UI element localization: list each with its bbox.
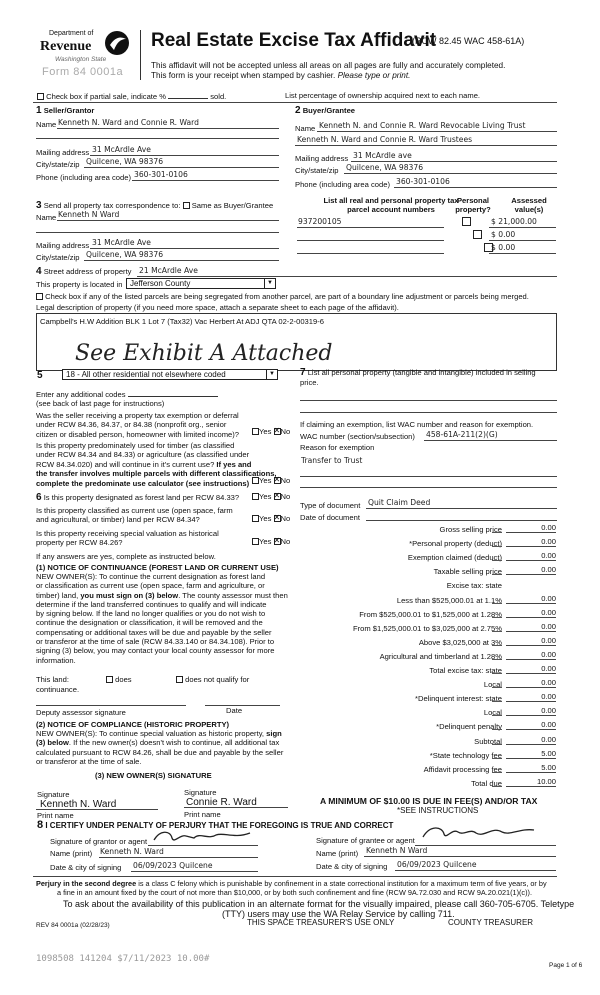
tax-row-value[interactable]: 0.00 <box>506 608 556 618</box>
historic-yes-checkbox[interactable] <box>252 538 259 545</box>
accessibility-notice: To ask about the availability of this publication in an alternate format for the visually impaired, please call 360-705-6705. Teletype <box>63 899 575 909</box>
q-current-use: Is this property classified as current use (open space, farm and agricultural, or timber) land per RCW 84.34? <box>36 506 233 525</box>
svg-text:See Exhibit A Attached: See Exhibit A Attached <box>75 341 333 366</box>
current-use-no-checkbox[interactable] <box>274 515 281 522</box>
seller-phone-field[interactable]: 360-301-0106 <box>134 170 188 179</box>
seller-heading: 1 Seller/Grantor <box>36 105 95 116</box>
tax-row-value[interactable]: 5.00 <box>506 763 556 773</box>
notice-compliance-title: (2) NOTICE OF COMPLIANCE (HISTORIC PROPERTY) <box>36 720 230 729</box>
timber-yes-checkbox[interactable] <box>252 477 259 484</box>
parcel-value-2[interactable]: $ 0.00 <box>491 230 516 239</box>
new-owner-1-name[interactable]: Kenneth N. Ward <box>40 799 117 810</box>
minimum-fee-note: A MINIMUM OF $10.00 IS DUE IN FEE(S) AND/OR TAX <box>320 796 538 806</box>
personal-property-checkbox-1[interactable] <box>462 217 471 226</box>
tax-row-label: Local <box>483 708 502 717</box>
buyer-phone-field[interactable]: 360-301-0106 <box>396 177 450 186</box>
q-timber: Is this property predominately used for timber (as classified under RCW 84.34 and 84.33) or agriculture (as classified under RCW 84.34.020) and will continue in it's current use? If yes and the transfer involves multiple parcels with different classifications, complete the predominate use calculator (see instructions) <box>36 441 277 488</box>
county-select[interactable]: Jefferson County ▼ <box>126 278 276 289</box>
q-current-use-answer: Yes ✕ No <box>252 514 290 523</box>
tax-row-value[interactable]: 0.00 <box>506 636 556 646</box>
parcel-value-3[interactable]: $ 0.00 <box>491 243 516 252</box>
legal-description-text: Campbell's H.W Addition BLK 1 Lot 7 (Tax32) Vac Herbert At ADJ QTA 02-2-00319-6 <box>40 317 324 326</box>
treasurer-use-label: THIS SPACE TREASURER'S USE ONLY <box>247 918 395 927</box>
wac-number-field[interactable]: 458-61A-211(2)(G) <box>426 430 498 439</box>
sec3-mailing-field[interactable]: 31 McArdle Ave <box>92 238 151 247</box>
new-owner-signature-title: (3) NEW OWNER(S) SIGNATURE <box>95 771 212 780</box>
seller-name-field[interactable]: Kenneth N. Ward and Connie R. Ward <box>58 118 199 127</box>
additional-codes-field[interactable] <box>128 396 218 397</box>
does-qualify-checkbox[interactable] <box>106 676 113 683</box>
form-title: Real Estate Excise Tax Affidavit <box>151 30 437 51</box>
grantor-date-city[interactable]: 06/09/2023 Quilcene <box>133 861 213 870</box>
tax-row-label: Subtotal <box>474 737 502 746</box>
property-address-field[interactable]: 21 McArdle Ave <box>139 266 198 275</box>
forest-no-checkbox[interactable] <box>274 493 281 500</box>
buyer-city-field[interactable]: Quilcene, WA 98376 <box>346 163 424 172</box>
tax-row-value[interactable]: 0.00 <box>506 706 556 716</box>
tax-row-label: *State technology fee <box>429 751 502 760</box>
dept-name: Revenue <box>40 39 92 54</box>
q-exemption-answer: Yes ✕ No <box>252 427 290 436</box>
tax-row-label: Agricultural and timberland at 1.28% <box>379 652 502 661</box>
buyer-mailing-field[interactable]: 31 McArdle ave <box>353 151 412 160</box>
county-treasurer-label: COUNTY TREASURER <box>448 918 534 927</box>
q-exemption: Was the seller receiving a property tax exemption or deferral under RCW 84.36, 84.37, or 84.38 (nonprofit org., senior citizen or disabled person, homeowner with limited income)? <box>36 411 240 439</box>
deputy-signature-label: Deputy assessor signature <box>36 708 126 717</box>
dept-top: Department of <box>49 30 94 37</box>
tax-row-value[interactable]: 0.00 <box>506 735 556 745</box>
tax-row-label: *Personal property (deduct) <box>409 539 502 548</box>
parcel-value-1[interactable]: $ 21,000.00 <box>491 217 537 226</box>
list-pct-note: List percentage of ownership acquired next to each name. <box>285 91 481 100</box>
chevron-down-icon: ▼ <box>264 279 275 288</box>
document-type-field[interactable]: Quit Claim Deed <box>368 498 431 507</box>
tax-row-label: Exemption claimed (deduct) <box>407 553 502 562</box>
buyer-heading: 2 Buyer/Grantee <box>295 105 356 116</box>
tax-row-label: Taxable selling price <box>433 567 502 576</box>
forest-yes-checkbox[interactable] <box>252 493 259 500</box>
historic-no-checkbox[interactable] <box>274 538 281 545</box>
tax-row-value[interactable]: 0.00 <box>506 622 556 632</box>
tax-row-value[interactable]: 0.00 <box>506 720 556 730</box>
tax-row-label: From $1,525,000.01 to $3,025,000 at 2.75% <box>352 624 502 633</box>
tax-row-label: Less than $525,000.01 at 1.1% <box>396 596 502 605</box>
tax-row-value[interactable]: 0.00 <box>506 664 556 674</box>
form-rcw: (RCW 82.45 WAC 458-61A) <box>412 36 525 46</box>
seller-mailing-field[interactable]: 31 McArdle Ave <box>92 145 151 154</box>
partial-sale-row: Check box if partial sale, indicate % sold. <box>37 92 226 101</box>
tax-row-value[interactable]: 0.00 <box>506 692 556 702</box>
notice-continuance-text: NEW OWNER(S): To continue the current designation as forest land or classification as current use (open space, farm and agriculture, or timber) land, you must sign on (3) below. The county assessor must then determine if the land transferred continues to qualify and will indicate by signing below. If the land no longer qualifies or you do not wish to continue the designation or classification, it will be removed and the compensating or additional taxes will be due and payable by the seller or transferor at the time of sale (RCW 84.33.140 or 84.34.108). Prior to signing (3) below, you may contact your local county assessor for more information. <box>36 572 288 665</box>
segregation-checkbox[interactable] <box>36 293 43 300</box>
grantor-signature[interactable] <box>150 826 255 846</box>
parcel-acct-1[interactable]: 937200105 <box>298 217 342 226</box>
grantor-print-name[interactable]: Kenneth N. Ward <box>100 847 164 856</box>
timber-no-checkbox[interactable] <box>274 477 281 484</box>
dept-state: Washington State <box>55 56 107 63</box>
tax-row-label: *Delinquent interest: state <box>415 694 502 703</box>
q-historic: Is this property receiving special valuation as historical property per RCW 84.26? <box>36 529 219 548</box>
current-use-yes-checkbox[interactable] <box>252 515 259 522</box>
grantee-print-name[interactable]: Kenneth N Ward <box>366 846 428 855</box>
q-timber-answer: Yes ✕ No <box>252 476 290 485</box>
grantee-signature[interactable] <box>418 822 538 844</box>
tax-row-label: *Delinquent penalty <box>436 722 502 731</box>
tax-row-value[interactable]: 0.00 <box>506 678 556 688</box>
legal-description-box[interactable] <box>36 313 557 371</box>
sec7-heading: 7 List all personal property (tangible and intangible) included in selling <box>300 367 536 378</box>
sec3-city-field[interactable]: Quilcene, WA 98376 <box>86 250 164 259</box>
parcel-header-3: Assessed value(s) <box>511 196 547 215</box>
notice-compliance-text: NEW OWNER(S): To continue special valuation as historic property, sign (3) below. If the new owner(s) doesn't wish to continue, all additional tax calculated pursuant to RCW 84.26, shall be due and payable by the seller or transferor at the time of sale. <box>36 729 284 766</box>
certification-heading: 8 I CERTIFY UNDER PENALTY OF PERJURY THAT THE FOREGOING IS TRUE AND CORRECT <box>37 819 394 831</box>
tax-row-label: Above $3,025,000 at 3% <box>418 638 502 647</box>
legal-label: Legal description of property (if you need more space, attach a separate sheet to each page of the affidavit). <box>36 303 399 312</box>
partial-pct-field[interactable] <box>168 98 208 99</box>
notice-continuance-title: (1) NOTICE OF CONTINUANCE (FOREST LAND OR CURRENT USE) <box>36 563 279 572</box>
exemption-no-checkbox[interactable] <box>274 428 281 435</box>
tax-row-value[interactable]: 0.00 <box>506 551 556 561</box>
revenue-swoosh-icon <box>104 30 130 56</box>
partial-sale-checkbox[interactable] <box>37 93 44 100</box>
parcel-header-1: List all real and personal property tax parcel account numbers <box>323 196 459 215</box>
tax-row-value[interactable]: 0.00 <box>506 565 556 575</box>
land-use-code-select[interactable]: 18 - All other residential not elsewhere coded ▼ <box>62 369 278 380</box>
grantee-date-city[interactable]: 06/09/2023 Quilcene <box>397 860 477 869</box>
tax-row-value[interactable]: 0.00 <box>506 537 556 547</box>
same-as-buyer-checkbox[interactable] <box>183 202 190 209</box>
header-note-1: This affidavit will not be accepted unless all areas on all pages are fully and accurately completed. <box>151 61 506 70</box>
tax-row-value[interactable]: 0.00 <box>506 594 556 604</box>
q-historic-answer: Yes ✕ No <box>252 537 290 546</box>
segregation-row: Check box if any of the listed parcels are being segregated from another parcel, are part of a boundary line adjustment or parcels being merged. <box>36 292 529 301</box>
sec3-name-field[interactable]: Kenneth N Ward <box>58 210 120 219</box>
tax-row-value[interactable]: 10.00 <box>506 777 556 787</box>
q-forest-answer: Yes ✕ No <box>252 492 290 501</box>
q-forest: 6 Is this property designated as forest land per RCW 84.33? <box>36 492 240 503</box>
new-owner-2-name[interactable]: Connie R. Ward <box>186 797 257 808</box>
tax-row-label: Total excise tax: state <box>429 666 502 675</box>
handwritten-exhibit-note <box>73 328 333 370</box>
parcel-header-2: Personal property? <box>455 196 491 215</box>
tax-row-label: Affidavit processing fee <box>423 765 502 774</box>
buyer-name-field[interactable]: Kenneth N. and Connie R. Ward Revocable Living Trust <box>319 121 526 130</box>
tax-row-value[interactable]: 5.00 <box>506 749 556 759</box>
exemption-yes-checkbox[interactable] <box>252 428 259 435</box>
does-not-qualify-checkbox[interactable] <box>176 676 183 683</box>
page-number: Page 1 of 6 <box>549 962 583 969</box>
sec4-address-row: 4 Street address of property <box>36 266 132 277</box>
tax-row-label: From $525,000.01 to $1,525,000 at 1.28% <box>359 610 502 619</box>
chevron-down-icon: ▼ <box>266 370 277 379</box>
see-instructions-note: *SEE INSTRUCTIONS <box>397 806 479 815</box>
tax-row-label: Gross selling price <box>439 525 502 534</box>
tax-row-value[interactable]: 0.00 <box>506 523 556 533</box>
perjury-notice: Perjury in the second degree is a class C felony which is punishable by confinement in a state correctional institution for a maximum term of five years, or by <box>36 879 547 888</box>
tax-row-label: Local <box>483 680 502 689</box>
buyer-name2-field[interactable]: Kenneth N. Ward and Connie R. Ward Trustees <box>297 135 473 144</box>
personal-property-checkbox-2[interactable] <box>473 230 482 239</box>
cashier-stamp: 1098508 141204 $7/11/2023 10.00# <box>36 954 210 964</box>
seller-city-field[interactable]: Quilcene, WA 98376 <box>86 157 164 166</box>
tax-row-value[interactable]: 0.00 <box>506 650 556 660</box>
header-note-2: This form is your receipt when stamped by cashier. Please type or print. <box>151 71 411 80</box>
exemption-reason-field[interactable]: Transfer to Trust <box>301 456 363 465</box>
sec3-heading: 3 Send all property tax correspondence to: Same as Buyer/Grantee <box>36 200 274 211</box>
tax-row-label: Excise tax: state <box>446 581 502 590</box>
tax-row-label: Total due <box>471 779 502 788</box>
form-number: Form 84 0001a <box>42 66 124 78</box>
rev-number: REV 84 0001a (02/28/23) <box>36 922 110 929</box>
